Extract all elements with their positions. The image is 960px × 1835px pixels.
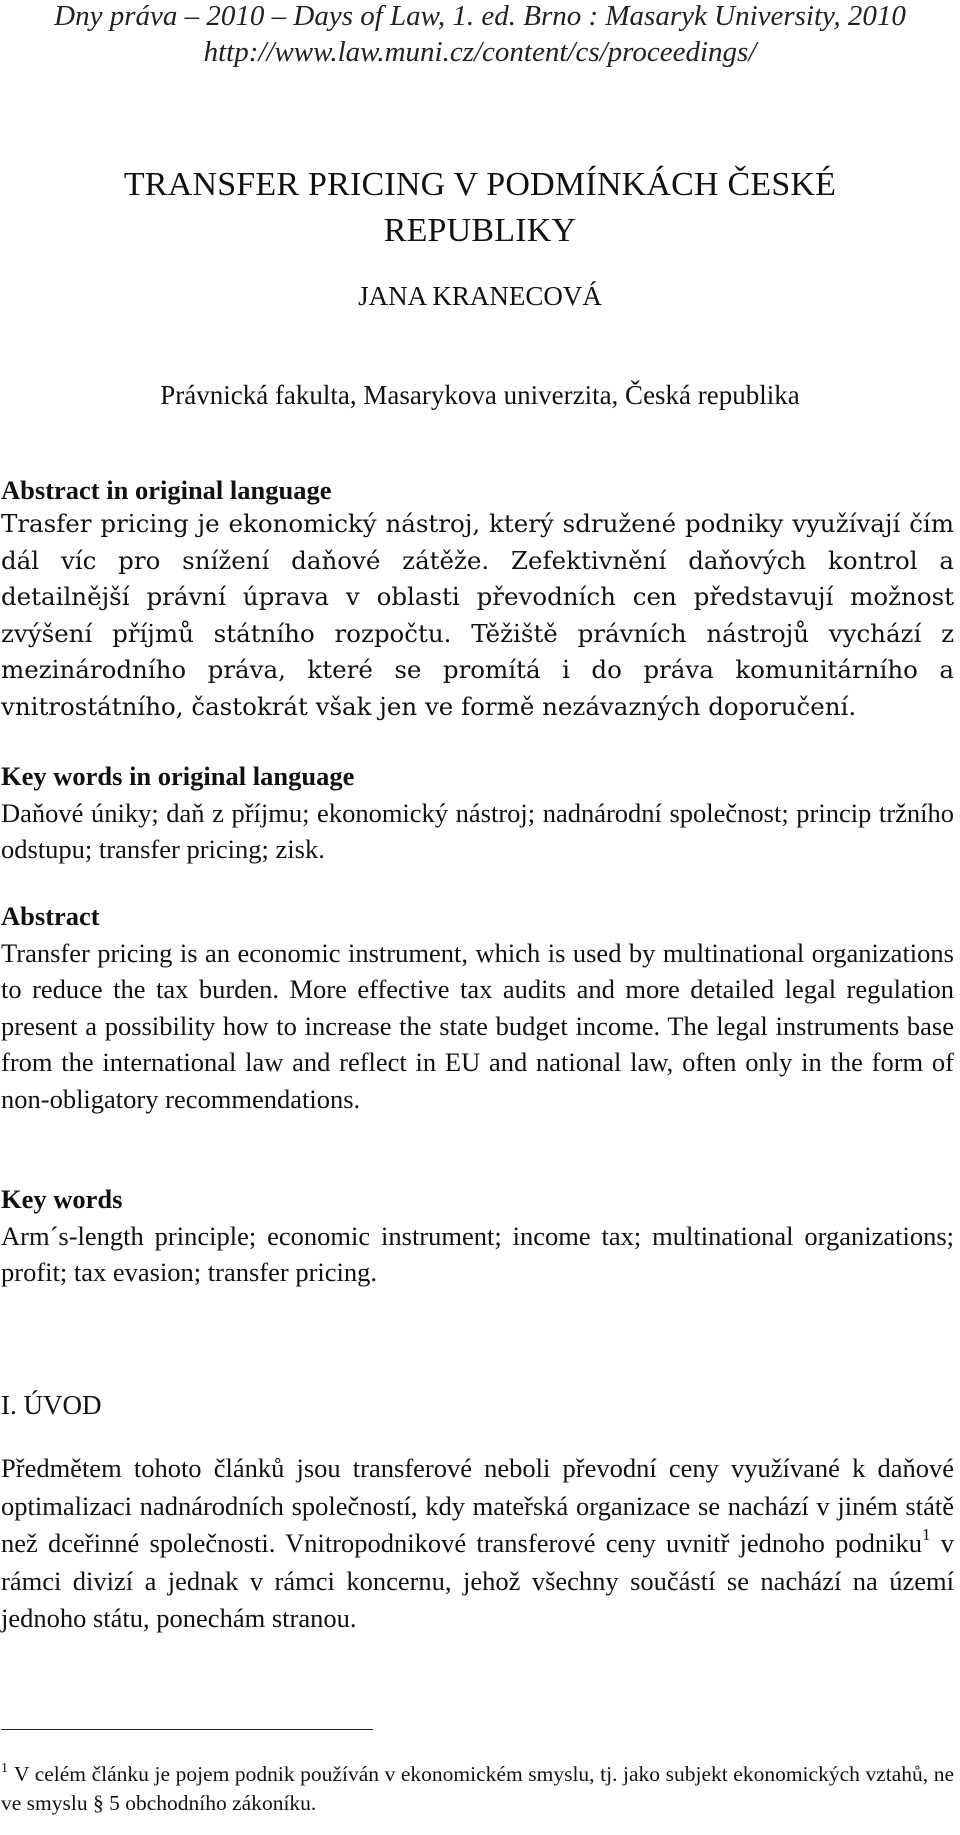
header-citation: Dny práva – 2010 – Days of Law, 1. ed. Brno : Masaryk University, 2010 xyxy=(54,0,906,32)
footnote xyxy=(1,1760,954,1818)
introduction-paragraph xyxy=(1,1450,954,1638)
author-affiliation: Právnická fakulta, Masarykova univerzita, Česká republika xyxy=(160,380,800,410)
abstract-original-section xyxy=(1,474,954,725)
author-name: JANA KRANECOVÁ xyxy=(358,281,602,311)
keywords-original-text: Daňové úniky; daň z příjmu; ekonomický nástroj; nadnárodní společnost; princip tržního odstupu; transfer pricing; zisk. xyxy=(1,797,954,864)
keywords-english-text: Arm´s-length principle; economic instrument; income tax; multinational organizations; profit; tax evasion; transfer pricing. xyxy=(1,1220,954,1287)
footnote-separator xyxy=(1,1729,373,1730)
abstract-english-heading: Abstract xyxy=(1,901,100,931)
introduction-text-end: v rámci divizí a jednak v rámci koncernu, jehož všechny součástí se nachází na území jednoho státu, ponechám stranou. xyxy=(1,1528,954,1633)
keywords-original-section xyxy=(1,758,954,868)
abstract-english-text: Transfer pricing is an economic instrument, which is used by multinational organizations to reduce the tax burden. More effective tax audits and more detailed legal regulation present a possibility how to increase the state budget income. The legal instruments base from the international law and reflect in EU and national law, often only in the form of non-obligatory recommendations. xyxy=(1,937,954,1114)
section-heading-introduction: I. ÚVOD xyxy=(1,1390,102,1420)
keywords-english-section xyxy=(1,1181,954,1291)
abstract-original-heading: Abstract in original language xyxy=(1,475,332,505)
abstract-english-section xyxy=(1,898,954,1117)
abstract-original-text: Trasfer pricing je ekonomický nástroj, který sdružené podniky využívají čím dál víc pro snížení daňové zátěže. Zefektivnění daňových kontrol a detailnější právní úprava v oblasti převodních cen představují možnost zvýšení příjmů státního rozpočtu. Těžiště právních nástrojů vychází z mezinárodního práva, které se promítá i do práva komunitárního a vnitrostátního, častokrát však jen ve formě nezávazných doporučení. xyxy=(1,509,954,721)
introduction-text-start: Předmětem tohoto článků jsou transferové neboli převodní ceny využívané k daňové optimalizaci nadnárodních společností, kdy mateřská organizace se nachází v jiném státě než dceřinné společnosti. Vnitropodnikové transferové ceny uvnitř jednoho podniku xyxy=(1,1453,954,1558)
header-url: http://www.law.muni.cz/content/cs/proceedings/ xyxy=(203,36,757,68)
keywords-original-heading: Key words in original language xyxy=(1,761,355,791)
footnote-number: 1 xyxy=(1,1761,8,1776)
footnote-reference[interactable]: 1 xyxy=(922,1525,931,1544)
keywords-english-heading: Key words xyxy=(1,1184,123,1214)
paper-title: TRANSFER PRICING V PODMÍNKÁCH ČESKÉ REPUBLIKY xyxy=(123,166,837,249)
footnote-text: V celém článku je pojem podnik používán v ekonomickém smyslu, tj. jako subjekt ekonomických vztahů, ne ve smyslu § 5 obchodního zákoníku. xyxy=(1,1762,954,1815)
